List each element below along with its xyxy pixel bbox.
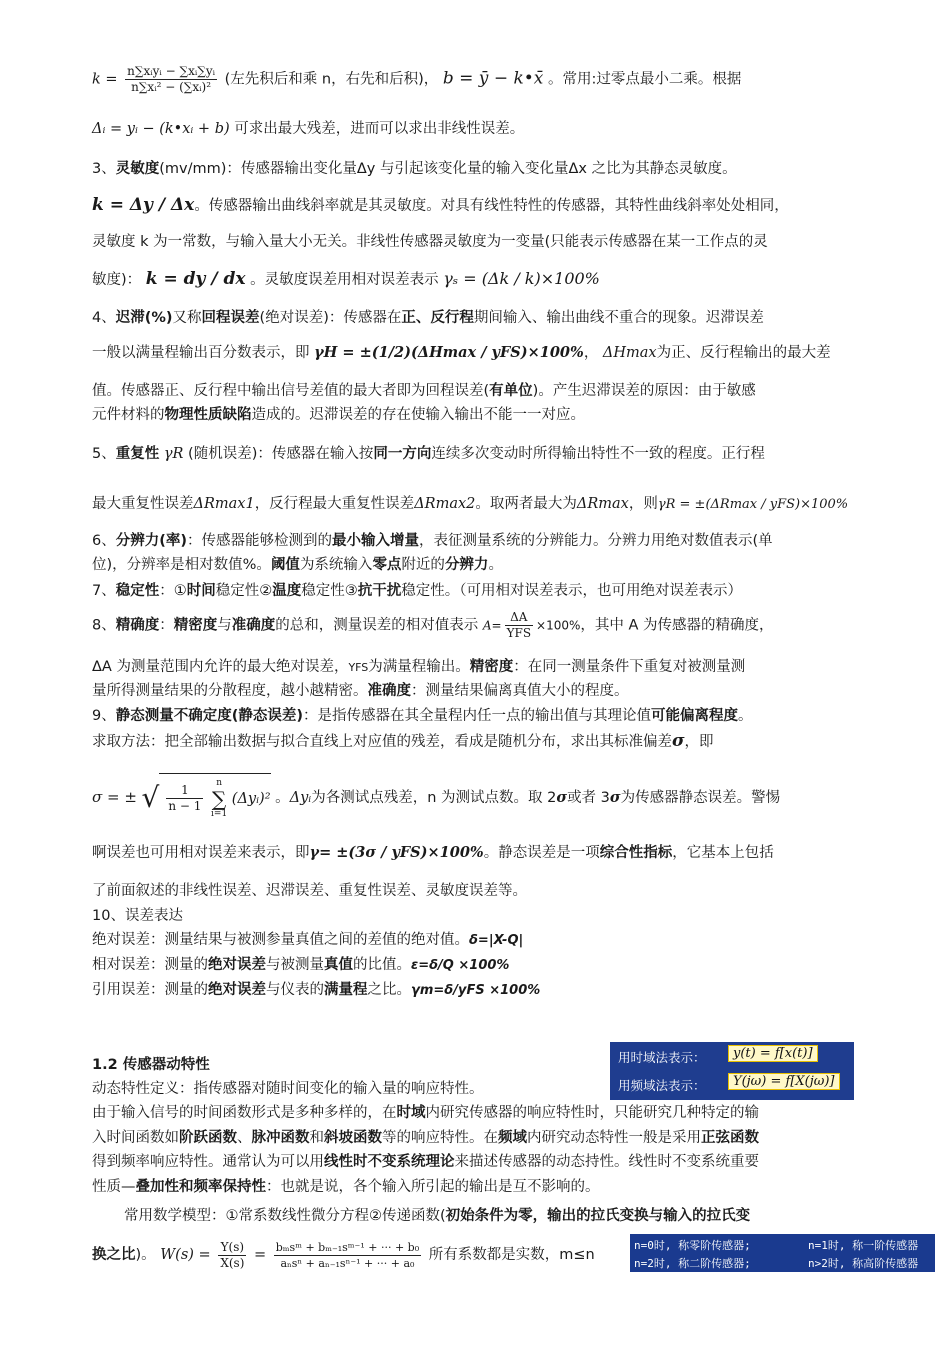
- hysteresis-line-3: [92, 380, 756, 402]
- accuracy-line-1: [92, 610, 774, 641]
- text: 值。传感器正、反行程中输出信号差值的最大者即为回程误差(: [92, 383, 490, 399]
- text: 稳定性②: [215, 583, 273, 599]
- term-transfer-function-def: 初始条件为零，输出的拉氏变换与输入的拉氏变: [445, 1208, 751, 1224]
- text: 性质—: [92, 1179, 136, 1195]
- text: 为传感器静态误差。警惕: [620, 790, 781, 806]
- text: ΔA 为测量范围内允许的最大绝对误差，: [92, 659, 349, 675]
- term-precision: 精密度: [173, 617, 218, 634]
- term-ratio: 换之比: [92, 1247, 136, 1263]
- sigma-symbol: σ: [672, 731, 685, 751]
- text: 最大重复性误差: [92, 496, 194, 512]
- residual-symbol: Δyᵢ: [289, 790, 312, 806]
- sensitivity-text: 。传感器输出曲线斜率就是其灵敏度。对具有线性特性的传感器，其特性曲线斜率处处相同，: [194, 198, 789, 214]
- text: 。静态误差是一项: [483, 845, 600, 861]
- sensitivity-line-1: [92, 158, 737, 180]
- term-time-domain: 时域: [396, 1105, 426, 1121]
- text: ，它基本上包括: [672, 845, 774, 861]
- frequency-domain-label: 用频域法表示：: [618, 1078, 706, 1093]
- denominator-polynomial: aₙsⁿ + aₙ₋₁sⁿ⁻¹ + ··· + a₀: [280, 1256, 415, 1270]
- k-formula-tail: 。常用:过零点最小二乘。根据: [548, 71, 742, 88]
- text: (绝对误差)：传感器在: [259, 310, 402, 326]
- term-forward-reverse: 正、反行程: [401, 310, 474, 326]
- dynamics-para-5: [124, 1205, 750, 1227]
- relative-error-line: [92, 954, 509, 977]
- sigma-body: (Δyᵢ)²: [231, 790, 271, 807]
- ys: Y(s): [218, 1240, 246, 1256]
- text: 、: [237, 1130, 252, 1146]
- text: )。: [135, 1247, 156, 1263]
- term-step: 阶跃函数: [179, 1130, 237, 1146]
- hysteresis-line-4: [92, 404, 585, 426]
- repeatability-formula: γR = ±(ΔRmax / yFS)×100%: [657, 497, 849, 512]
- text: ，: [583, 345, 599, 361]
- sigma-symbol: σ: [609, 789, 621, 806]
- text: 内研究动态特性一般是采用: [527, 1130, 701, 1146]
- absolute-error-formula: δ=|X-Q|: [469, 933, 524, 948]
- k-formula-line: [92, 64, 741, 95]
- text: 为正、反行程输出的最大差: [656, 345, 831, 361]
- domain-representation-box: [610, 1042, 854, 1100]
- uncertainty-line-1: [92, 705, 753, 727]
- order-high: n>2时, 称高阶传感器: [808, 1257, 919, 1270]
- reference-error-line: [92, 979, 540, 1002]
- section-number: 6、: [92, 533, 116, 549]
- yfs-symbol: YFS: [348, 661, 369, 674]
- text: 稳定性③: [301, 583, 358, 599]
- repeatability-line-1: [92, 443, 765, 465]
- term-impulse: 脉冲函数: [251, 1130, 310, 1146]
- accuracy-fraction: [505, 610, 533, 641]
- order-one: n=1时, 称一阶传感器: [808, 1239, 919, 1252]
- text: 与仪表的: [266, 982, 324, 998]
- sigma-numerator: 1: [166, 783, 203, 799]
- k-formula-numerator: n∑xᵢyᵢ − ∑xᵢ∑yᵢ: [127, 64, 216, 78]
- sqrt-body: [159, 773, 270, 824]
- text: 稳定性。（可用相对误差表示，也可用绝对误差表示）: [401, 583, 742, 599]
- term-physical-defect: 物理性质缺陷: [164, 407, 252, 423]
- text: 位)，分辨率是相对数值%。: [92, 557, 271, 573]
- order-zero: n=0时, 称零阶传感器;: [634, 1239, 751, 1252]
- sensitivity-error-formula: γₛ = (Δk / k)×100%: [443, 269, 600, 288]
- term-resolving-power: 分辨力: [444, 557, 489, 573]
- time-domain-label: 用时域法表示：: [618, 1050, 706, 1065]
- text: 相对误差：测量的: [92, 957, 208, 973]
- repeatability-symbol: γR: [163, 446, 184, 462]
- sum-upper: n: [216, 777, 222, 788]
- accuracy-formula-lhs: A=: [482, 618, 502, 633]
- term-accuracy: 精确度: [115, 617, 160, 634]
- k-symbol: k =: [92, 71, 118, 88]
- term-threshold: 阈值: [270, 557, 300, 573]
- term-static-uncertainty: 静态测量不确定度(静态误差): [115, 708, 303, 724]
- text: 得到频率响应特性。通常认为可以用: [92, 1154, 324, 1170]
- sensitivity-line-4: [92, 268, 600, 291]
- sensitivity-text-3: 灵敏度 k 为一常数，与输入量大小无关。非线性传感器灵敏度为一变量(只能表示传感器在某一工作点的灵: [92, 234, 768, 250]
- text: 入时间函数如: [92, 1130, 179, 1146]
- max-repeat-symbol: ΔRmax: [576, 496, 629, 512]
- term-has-unit: 有单位: [489, 383, 533, 399]
- text: ：在同一测量条件下重复对被测量测: [513, 659, 746, 675]
- text: ，其中 A 为传感器的精确度，: [580, 617, 774, 634]
- residual-text: 可求出最大残差，进而可以求出非线性误差。: [234, 121, 525, 137]
- text: 又称: [172, 310, 202, 326]
- text: ：测量结果偏离真值大小的程度。: [411, 683, 629, 699]
- text: 求取方法：把全部输出数据与拟合直线上对应值的残差，看成是随机分布，求出其标准偏差: [92, 734, 672, 750]
- sensitivity-derivative-formula: k = dy / dx: [145, 269, 246, 289]
- term-absolute-error: 绝对误差: [208, 982, 266, 998]
- residual-formula: Δᵢ = yᵢ − (k•xᵢ + b): [92, 121, 230, 137]
- text: ：也就是说，各个输入所引起的输出是互不影响的。: [266, 1179, 600, 1195]
- term-repeatability: 重复性: [115, 446, 160, 462]
- term-absolute-error: 绝对误差: [208, 957, 266, 973]
- accuracy-line-2: [92, 656, 745, 679]
- transfer-function-line: [92, 1233, 595, 1277]
- text: 与: [217, 617, 232, 634]
- section-number: 8、: [92, 617, 116, 634]
- text: 。: [488, 557, 503, 573]
- text: 来描述传感器的动态持性。线性时不变系统重要: [454, 1154, 759, 1170]
- term-resolution: 分辨力(率): [115, 533, 187, 549]
- residual-line: [92, 118, 524, 140]
- frequency-domain-equation: Y(jω) = f[X(jω)]: [728, 1073, 840, 1090]
- text: 连续多次变动时所得输出特性不一致的程度。正行程: [431, 446, 765, 462]
- sigma-fraction: [166, 783, 203, 814]
- term-temperature: 温度: [272, 583, 302, 599]
- text: 期间输入、输出曲线不重合的现象。迟滞误差: [473, 310, 764, 326]
- k-formula-denominator: n∑xᵢ² − (∑xᵢ)²: [131, 80, 212, 94]
- order-two: n=2时, 称二阶传感器;: [634, 1257, 751, 1270]
- section-title: 1.2 传感器动特性: [92, 1057, 210, 1073]
- repeatability-line-2: [92, 493, 848, 516]
- text: 之比。: [367, 982, 411, 998]
- term-comprehensive-index: 综合性指标: [599, 845, 673, 861]
- absolute-error-line: [92, 929, 523, 952]
- sensitivity-line-2: [92, 194, 789, 217]
- resolution-line-1: [92, 530, 773, 552]
- text: 了前面叙述的非线性误差、迟滞误差、重复性误差、灵敏度误差等。: [92, 883, 527, 899]
- text: 造成的。迟滞误差的存在使输入输出不能一一对应。: [251, 407, 585, 423]
- accuracy-numerator: ΔA: [505, 610, 533, 626]
- text: 量所得测量结果的分散程度，越小越精密。: [92, 683, 368, 699]
- sum-symbol: ∑: [211, 786, 227, 811]
- text: ：是指传感器在其全量程内任一点的输出值与其理论值: [303, 708, 651, 724]
- xs: X(s): [220, 1255, 245, 1270]
- forward-max-repeat-symbol: ΔRmax1: [193, 496, 255, 512]
- dynamics-para-4: [92, 1176, 600, 1198]
- sigma-symbol: σ: [556, 789, 568, 806]
- term-full-scale: 满量程: [324, 982, 368, 998]
- term-anti-interference: 抗干扰: [357, 583, 402, 599]
- dynamics-para-3: [92, 1151, 759, 1173]
- text: ：: [159, 617, 174, 634]
- text: 元件材料的: [92, 407, 165, 423]
- time-domain-equation: y(t) = f[x(t)]: [728, 1045, 818, 1062]
- dynamics-definition: [92, 1078, 484, 1100]
- b-formula: b = ȳ − k•x̄: [442, 68, 544, 89]
- reverse-max-repeat-symbol: ΔRmax2: [414, 496, 476, 512]
- sigma-formula-line: [92, 772, 780, 822]
- term-return-error: 回程误差: [201, 310, 260, 326]
- section-number: 7、: [92, 583, 116, 599]
- text: 绝对误差：测量结果与被测参量真值之间的差值的绝对值。: [92, 932, 469, 948]
- text: 为各测试点残差，n 为测试点数。取 2: [311, 790, 557, 806]
- text: 等的响应特性。在: [382, 1130, 498, 1146]
- text: )。产生迟滞误差的原因：由于敏感: [532, 383, 756, 399]
- section-number: 3、: [92, 161, 116, 177]
- reference-error-formula: γm=δ/yFS ×100%: [411, 983, 541, 998]
- section-title-dynamics: [92, 1054, 210, 1076]
- term-same-direction: 同一方向: [373, 446, 432, 462]
- transfer-fraction-1: [218, 1240, 246, 1271]
- equals: =: [254, 1247, 267, 1263]
- text: 附近的: [401, 557, 445, 573]
- text: 和: [309, 1130, 324, 1146]
- term-precision-2: 精密度: [469, 659, 514, 675]
- term-frequency-domain: 频域: [498, 1130, 527, 1146]
- text: 与被测量: [266, 957, 324, 973]
- sensitivity-text-4a: 敏度)：: [92, 272, 142, 288]
- transfer-function-lhs: W(s) =: [160, 1247, 211, 1263]
- text: 为系统输入: [299, 557, 373, 573]
- sensitivity-formula: k = Δy / Δx: [92, 195, 195, 215]
- text: 由于输入信号的时间函数形式是多种多样的，在: [92, 1105, 397, 1121]
- term-lti-theory: 线性时不变系统理论: [324, 1154, 455, 1170]
- term-trueness-2: 准确度: [367, 683, 411, 699]
- resolution-line-2: [92, 554, 503, 576]
- section-number: 5、: [92, 446, 116, 462]
- hysteresis-line-2: [92, 342, 831, 364]
- hysteresis-line-1: [92, 307, 764, 329]
- text: 常用数学模型：①常系数线性微分方程②传递函数(: [124, 1208, 446, 1224]
- stability-line: [92, 580, 742, 602]
- sensitivity-definition: (mv/mm)：传感器输出变化量Δy 与引起该变化量的输入变化量Δx 之比为其静态灵敏度。: [159, 161, 737, 177]
- accuracy-line-3: [92, 680, 629, 702]
- term-sine: 正弦函数: [701, 1130, 759, 1146]
- error-expression-heading: [92, 905, 183, 927]
- k-formula-fraction: [125, 64, 217, 95]
- text: 。取两者最大为: [475, 496, 577, 512]
- section-number: 9、: [92, 708, 116, 724]
- term-ramp: 斜坡函数: [324, 1130, 382, 1146]
- term-stability: 稳定性: [115, 583, 160, 599]
- hysteresis-max-symbol: ΔHmax: [602, 345, 657, 361]
- text: 为满量程输出。: [368, 659, 470, 675]
- section-number: 4、: [92, 310, 116, 326]
- term-hysteresis: 迟滞(%): [115, 310, 173, 326]
- sqrt-symbol: √: [141, 781, 160, 814]
- term-time: 时间: [186, 583, 216, 599]
- term-superposition: 叠加性和频率保持性: [135, 1179, 266, 1195]
- text: 。: [275, 790, 290, 806]
- sensitivity-line-3: [92, 231, 768, 253]
- numerator-polynomial: bₘsᵐ + bₘ₋₁sᵐ⁻¹ + ··· + b₀: [275, 1240, 420, 1254]
- text: (随机误差)：传感器在输入按: [188, 446, 374, 462]
- term-deviation-degree: 可能偏离程度: [651, 708, 738, 724]
- text: 。: [738, 708, 753, 724]
- text: 内研究传感器的响应特性时，只能研究几种特定的输: [425, 1105, 759, 1121]
- sum-lower: i=1: [211, 808, 228, 819]
- term-sensitivity: 灵敏度: [115, 161, 160, 177]
- text: 的总和，测量误差的相对值表示: [275, 617, 479, 634]
- sigma-denominator: n − 1: [168, 799, 202, 813]
- text: ：传感器能够检测到的: [187, 533, 332, 549]
- text: 或者 3: [567, 790, 610, 806]
- text: 一般以满量程输出百分数表示，即: [92, 345, 310, 361]
- section-heading: 10、误差表达: [92, 908, 183, 924]
- accuracy-formula-tail: ×100%: [536, 618, 581, 633]
- sensor-order-box: [630, 1234, 935, 1272]
- k-formula-note: (左先积后和乘 n，右先和后积)，: [224, 71, 439, 88]
- term-zero-point: 零点: [372, 557, 402, 573]
- text: ，反行程最大重复性误差: [254, 496, 415, 512]
- transfer-fraction-2: [274, 1240, 421, 1271]
- uncertainty-line-5: [92, 880, 527, 902]
- text: 动态特性定义：指传感器对随时间变化的输入量的响应特性。: [92, 1081, 484, 1097]
- relative-error-formula: ε=δ/Q ×100%: [411, 958, 510, 973]
- text: ，表征测量系统的分辨能力。分辨力用绝对数值表示(单: [419, 533, 773, 549]
- dynamics-para-2: [92, 1127, 759, 1149]
- term-min-increment: 最小输入增量: [332, 533, 419, 549]
- sensitivity-text-4b: 。灵敏度误差用相对误差表示: [250, 272, 439, 288]
- text: 的比值。: [353, 957, 411, 973]
- hysteresis-formula: γH = ±(1/2)(ΔHmax / yFS)×100%: [314, 344, 584, 361]
- accuracy-denominator: YFS: [506, 626, 532, 640]
- text: 引用误差：测量的: [92, 982, 208, 998]
- summation: [211, 778, 227, 820]
- dynamics-para-1: [92, 1102, 759, 1124]
- relative-static-error-formula: γ= ±(3σ / yFS)×100%: [309, 844, 484, 861]
- text: ：①: [159, 583, 187, 599]
- term-true-value: 真值: [324, 957, 353, 973]
- text: 所有系数都是实数，m≤n: [428, 1247, 595, 1263]
- sigma-formula-lhs: σ = ±: [92, 788, 137, 806]
- text: 啊误差也可用相对误差来表示，即: [92, 845, 310, 861]
- term-trueness: 准确度: [231, 617, 276, 634]
- text: ，即: [684, 734, 714, 750]
- text: ，则: [628, 496, 658, 512]
- uncertainty-line-2: [92, 730, 714, 753]
- uncertainty-line-4: [92, 842, 774, 864]
